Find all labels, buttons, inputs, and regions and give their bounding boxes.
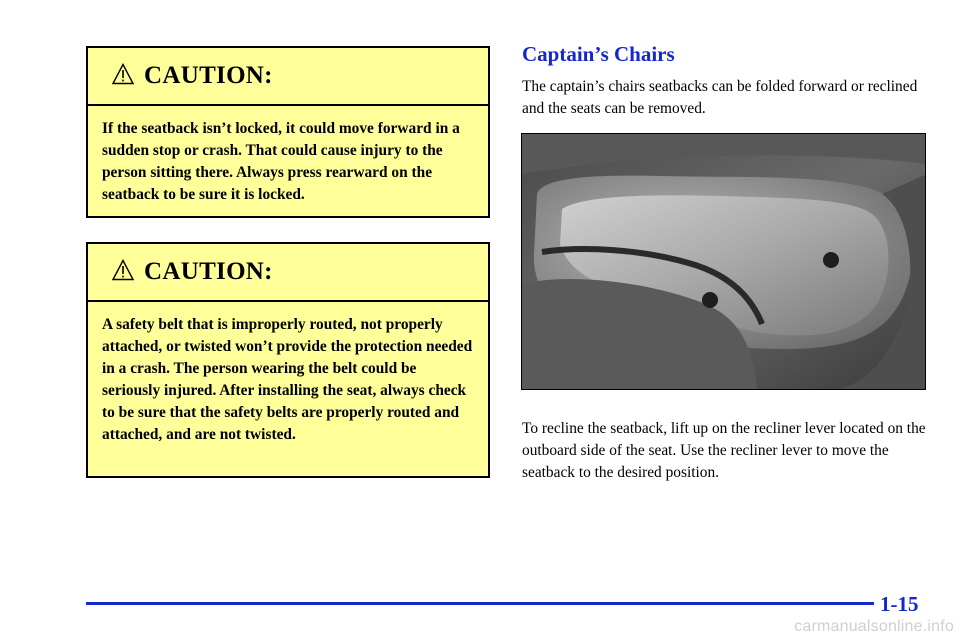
- warning-triangle-icon: [112, 259, 134, 281]
- caution-header: [88, 244, 488, 302]
- watermark: carmanualsonline.info: [794, 618, 954, 635]
- warning-triangle-icon: [112, 63, 134, 85]
- caution-title: CAUTION:: [144, 258, 273, 285]
- footer-rule: [86, 602, 874, 605]
- caution-text: If the seatback isn’t locked, it could move forward in a sudden stop or crash. That could cause injury to the person sitting there. Always press rearward on the seatback to be sure it is locked.: [102, 120, 460, 203]
- recliner-lever-photo: [521, 133, 926, 390]
- intro-paragraph: The captain’s chairs seatbacks can be folded forward or reclined and the seats can be removed.: [522, 78, 918, 117]
- caution-title: CAUTION:: [144, 62, 273, 89]
- section-title: Captain’s Chairs: [522, 42, 675, 66]
- caution-header: [88, 48, 488, 106]
- caution-box-seatback: [86, 46, 490, 218]
- caution-box-safety-belt: [86, 242, 490, 478]
- recline-paragraph: To recline the seatback, lift up on the recliner lever located on the outboard side of the seat. Use the recliner lever to move the seatback to the desired position.: [522, 420, 926, 481]
- page-number: 1-15: [880, 592, 919, 616]
- caution-text: A safety belt that is improperly routed, not properly attached, or twisted won’t provide the protection needed in a crash. The person wearing the belt could be seriously injured. After installing the seat, always check to be sure that the safety belts are properly routed and attached, and are not twisted.: [102, 316, 473, 443]
